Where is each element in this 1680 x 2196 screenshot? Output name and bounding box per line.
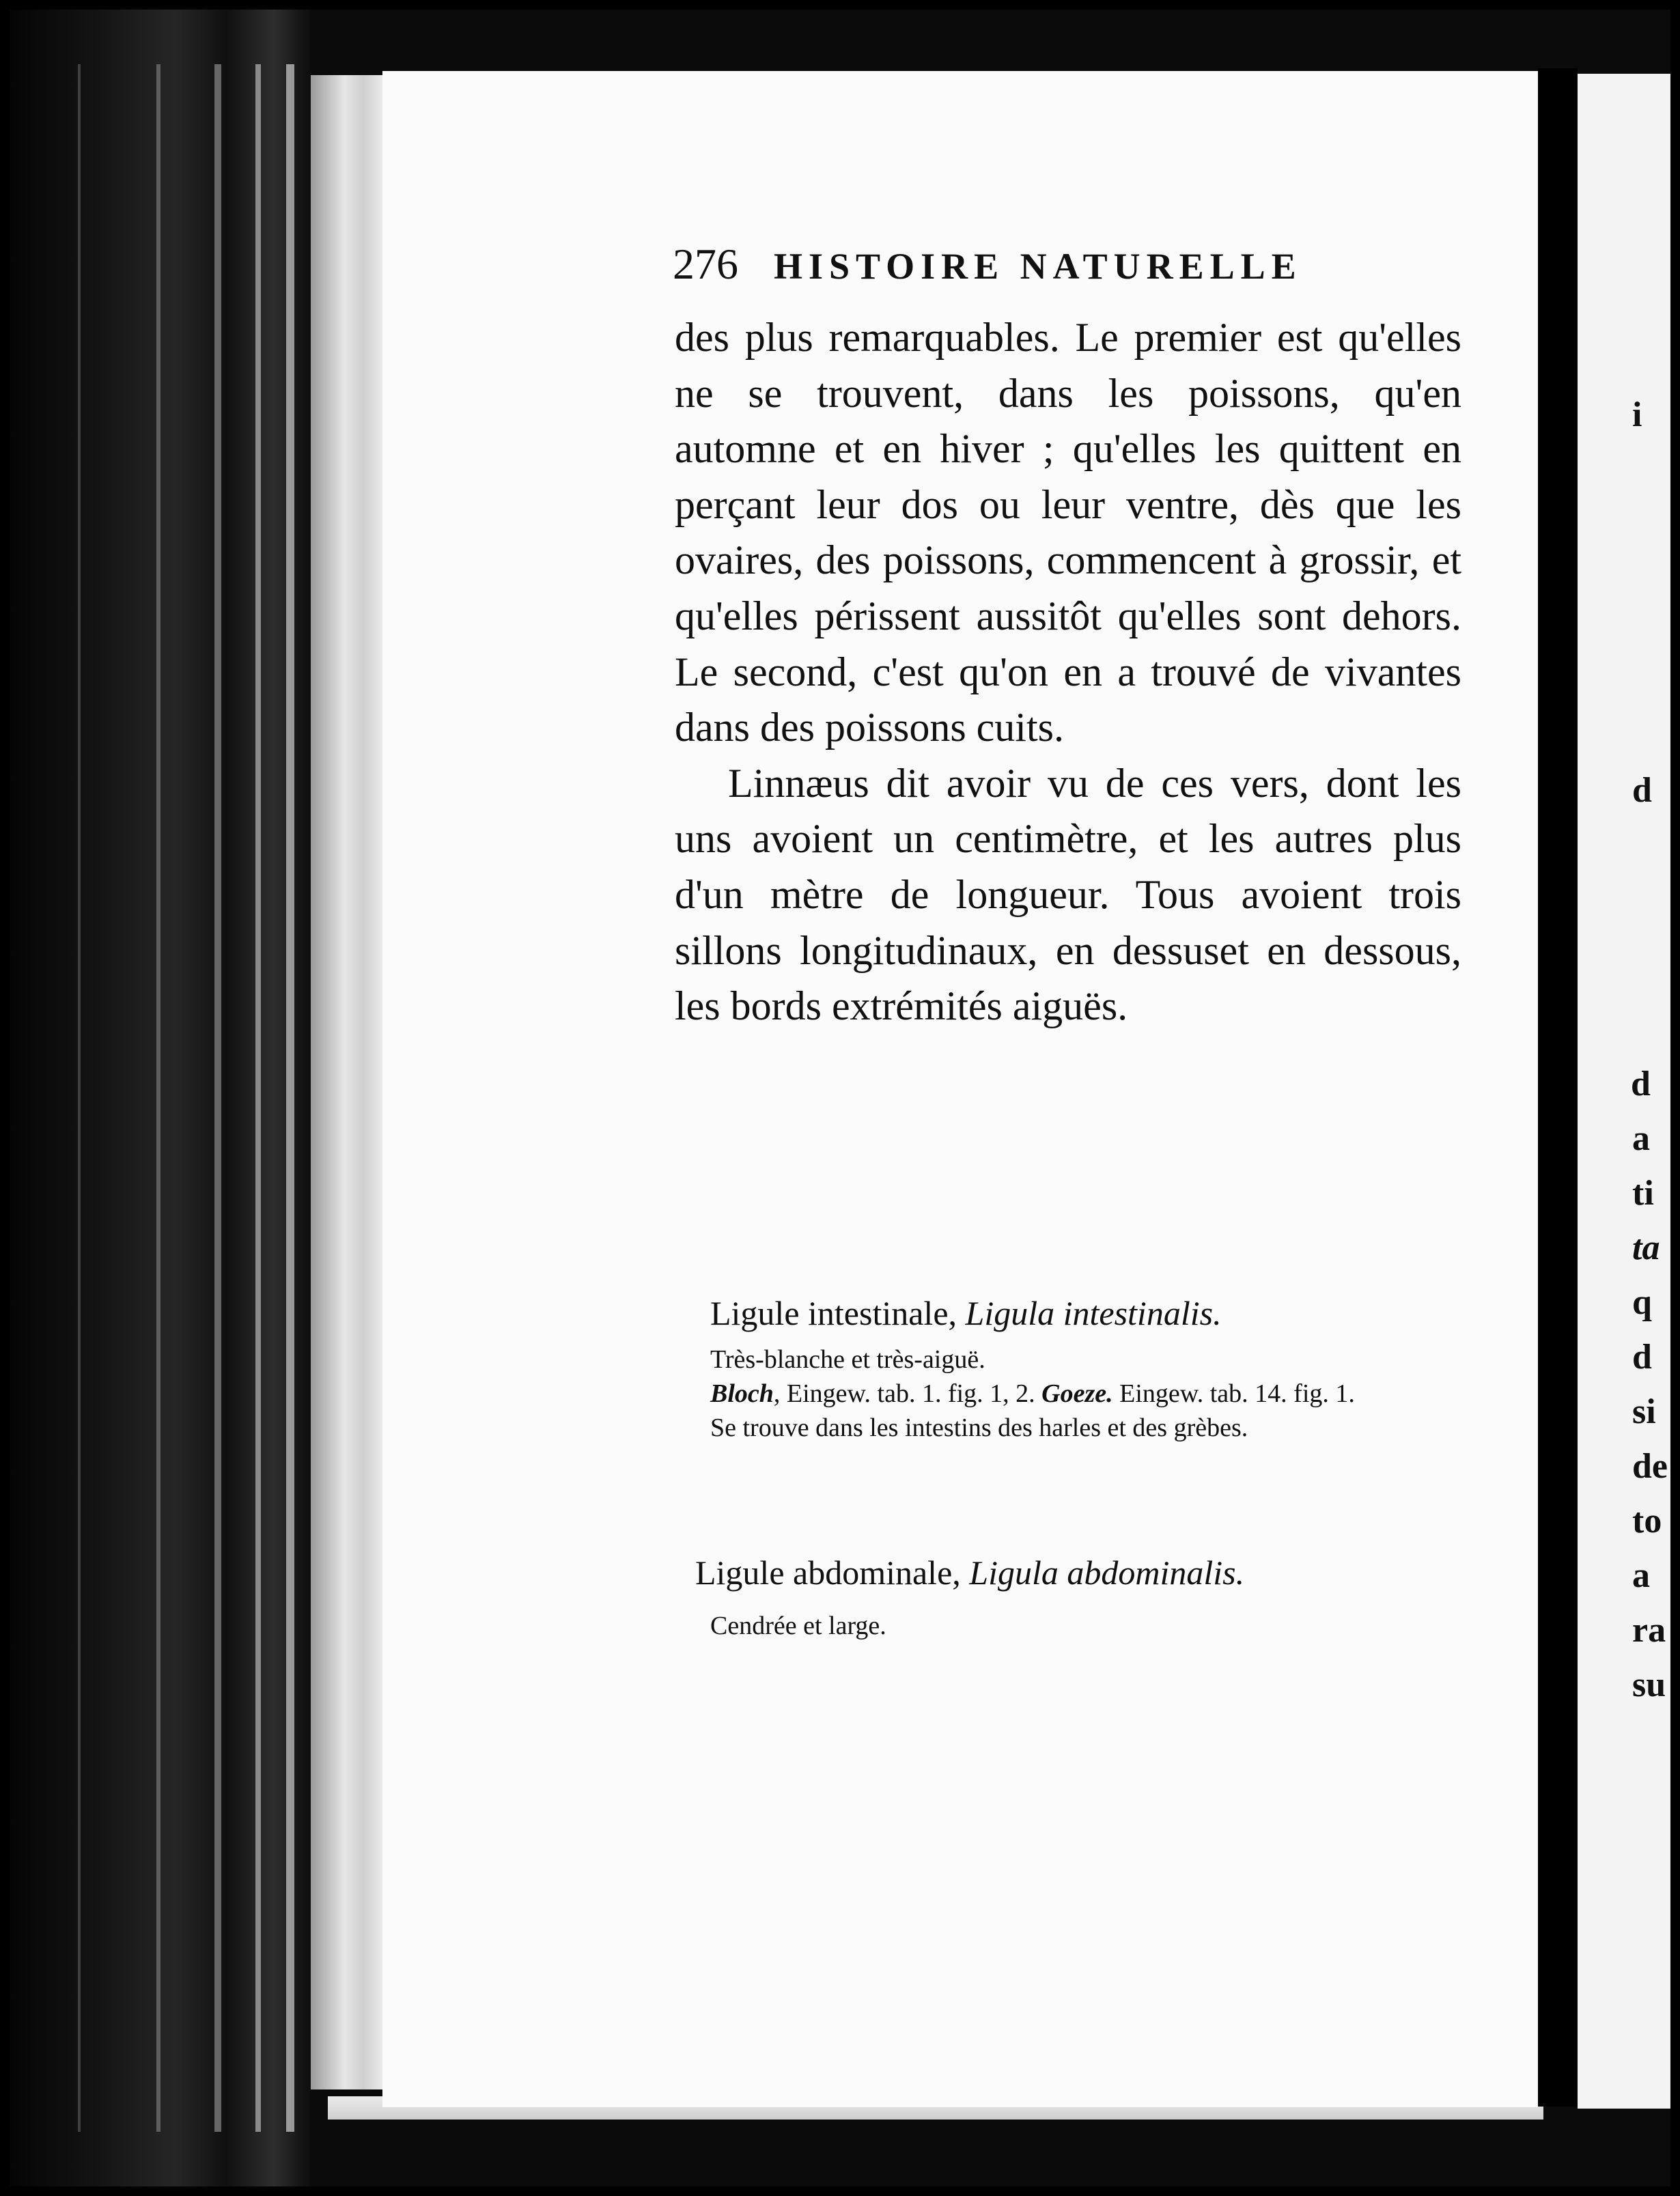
facing-fragment: de <box>1632 1447 1668 1486</box>
species-description: Cendrée et large. <box>710 1611 886 1640</box>
facing-fragment: d <box>1631 1065 1651 1103</box>
facing-fragment: a <box>1632 1556 1650 1595</box>
book-spine-edge <box>10 10 310 2186</box>
paragraph: des plus remarquables. Le premier est qu'elles ne se trouvent, dans les poissons, qu'en automne et en hiver ; qu'elles les quittent en perçant leur dos ou leur ventre, dès que les ovaires, des poissons, commencent à grossir, et qu'elles périssent aussitôt qu'elles sont dehors. Le second, c'est qu'on en a trouvé de vivantes dans des poissons cuits. <box>675 315 1461 750</box>
species-habitat: Se trouve dans les intestins des harles et des grèbes. <box>710 1413 1248 1442</box>
facing-fragment: to <box>1632 1502 1662 1540</box>
species-latin-name: Ligula intestinalis. <box>965 1294 1222 1332</box>
facing-fragment: ra <box>1632 1611 1666 1650</box>
main-text <box>675 310 1461 1034</box>
facing-fragment: su <box>1632 1665 1666 1704</box>
ref-text: Eingew. tab. 14. fig. 1. <box>1119 1379 1355 1408</box>
species-heading <box>675 1293 1461 1333</box>
facing-page-edge <box>1578 74 1670 2109</box>
page-number: 276 <box>673 240 738 288</box>
running-title: HISTOIRE NATURELLE <box>774 246 1302 287</box>
book-gutter <box>1538 68 1578 2107</box>
facing-fragment: i <box>1632 395 1642 434</box>
species-entry-intestinalis <box>675 1293 1461 1445</box>
species-heading <box>675 1553 1461 1592</box>
ref-author: Goeze. <box>1041 1379 1113 1408</box>
species-common-name: Ligule intestinale, <box>710 1294 957 1332</box>
running-head <box>673 239 1302 290</box>
paragraph: Linnæus dit avoir vu de ces vers, dont les uns avoient un centimètre, et les autres plus d'un mètre de longueur. Tous avoient trois sillons longitudinaux, en dessuset en dessous, les bords extrémités aiguës. <box>675 760 1461 1029</box>
facing-fragment: q <box>1632 1283 1652 1322</box>
species-entry-abdominalis <box>675 1553 1461 1643</box>
page-stack-edge <box>311 75 386 2089</box>
facing-fragment: ta <box>1632 1228 1660 1267</box>
ref-author: Bloch <box>710 1379 774 1408</box>
species-common-name: Ligule abdominale, <box>695 1553 961 1592</box>
ref-text: , Eingew. tab. 1. fig. 1, 2. <box>773 1379 1035 1408</box>
species-latin-name: Ligula abdominalis. <box>969 1553 1245 1592</box>
facing-fragment: d <box>1632 771 1652 810</box>
facing-fragment: ti <box>1632 1174 1654 1213</box>
species-references <box>675 1377 1461 1411</box>
facing-fragment: si <box>1632 1392 1656 1431</box>
book-page <box>382 71 1538 2107</box>
facing-fragment: a <box>1632 1119 1650 1158</box>
facing-fragment: d <box>1632 1338 1652 1377</box>
species-description: Très-blanche et très-aiguë. <box>710 1345 985 1374</box>
